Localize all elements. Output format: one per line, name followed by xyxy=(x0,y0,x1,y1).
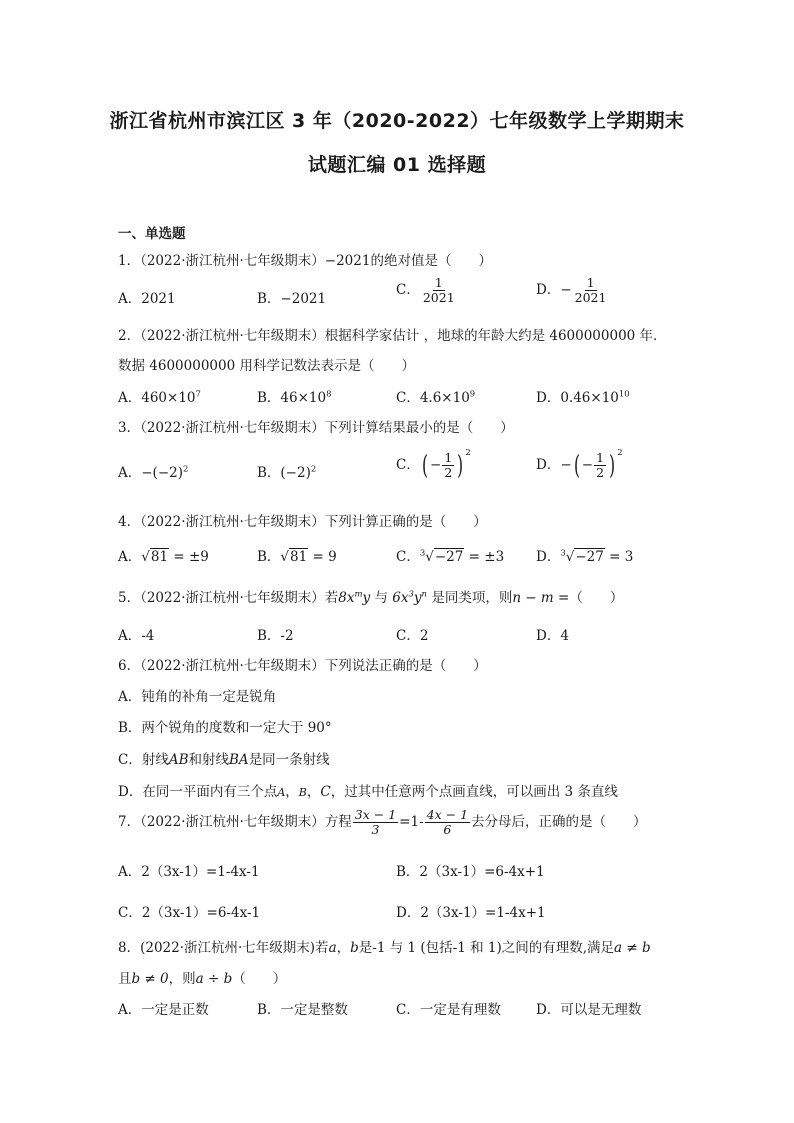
q1-option-d-label: D．− xyxy=(536,281,572,298)
q3-option-c-num: 1 xyxy=(444,450,453,466)
q3-option-c xyxy=(396,448,471,481)
q2-option-c xyxy=(396,386,475,406)
q4-option-d-rest: = 3 xyxy=(604,549,634,565)
q3-option-c-fraction xyxy=(442,451,454,480)
q1-option-c-den: 2021 xyxy=(422,289,455,305)
q5-term1 xyxy=(338,590,370,606)
q3-option-c-rparen: ) xyxy=(457,450,464,481)
q1-option-d xyxy=(536,276,609,305)
q8-condition-2: b ≠ 0 xyxy=(131,971,169,987)
q4-option-d-index: 3 xyxy=(560,548,566,559)
q6-option-c-mid: 和射线 xyxy=(188,752,230,768)
q7-fraction-1 xyxy=(353,808,398,837)
q8-stem-pre: 8．(2022·浙江杭州·七年级期末)若 xyxy=(118,940,329,956)
q4-option-b-radicand: 81 xyxy=(290,549,308,565)
q4-option-a-radicand: 81 xyxy=(150,549,169,565)
q8-stem-line2 xyxy=(118,967,286,987)
q1-option-d-num: 1 xyxy=(586,275,595,290)
q3-option-d-den: 2 xyxy=(596,465,605,480)
q3-option-d-rparen: ) xyxy=(609,450,616,481)
q8-stem-post: 是-1 与 1 (包括-1 和 1)之间的有理数,满足 xyxy=(358,940,615,956)
q6-option-d-point-a: A xyxy=(277,786,286,799)
q4-option-c: C．$^3$√−27 = ±3 xyxy=(396,548,505,565)
q2-option-d-exp: 10 xyxy=(618,389,630,400)
q3-option-c-lparen: ( xyxy=(421,450,428,481)
q5-stem xyxy=(118,586,623,606)
q1-option-d-fraction xyxy=(573,276,609,305)
q8-stem2-mid: ，则 xyxy=(168,971,196,987)
q6-option-d: D．在同一平面内有三个点A，B，C，过其中任意两个点画直线，可以画出 3 条直线 xyxy=(118,784,618,800)
q3-option-d-exp: 2 xyxy=(617,448,623,458)
q4-option-b: B．√81 = 9 xyxy=(257,549,337,565)
q8-var-b: b xyxy=(350,940,359,956)
q3-option-c-exp: 2 xyxy=(465,448,471,458)
q2-option-b-exp: 8 xyxy=(326,389,332,400)
q4-option-b-label: B． xyxy=(257,549,281,565)
q3-option-c-label: C． xyxy=(396,457,420,473)
q7-stem-pre: 7．（2022·浙江杭州·七年级期末）方程 xyxy=(118,813,352,830)
q5-term1-base: 8x xyxy=(338,590,355,606)
q3-option-d-fraction xyxy=(594,451,606,480)
q3-option-b-base: B．(−2) xyxy=(257,465,311,481)
q5-option-b: B．-2 xyxy=(257,628,294,644)
q8-option-d: D．可以是无理数 xyxy=(536,1002,642,1018)
q4-option-d: D．$^3$√−27 = 3 xyxy=(536,548,634,565)
q5-stem-tail: =（ ） xyxy=(553,590,624,606)
q7-fraction-2-den: 6 xyxy=(443,821,452,837)
q4-option-c-radicand: −27 xyxy=(434,549,464,565)
q3-option-d-label: D．− xyxy=(536,457,572,473)
q6-option-c-ray-ba: BA xyxy=(229,752,249,768)
q5-option-c: C．2 xyxy=(396,628,429,644)
q6-option-b: B．两个锐角的度数和一定大于 90° xyxy=(118,720,332,736)
q7-option-d: D．2（3x-1）=1-4x+1 xyxy=(396,905,546,921)
q5-stem-post: 是同类项，则 xyxy=(427,590,513,606)
q2-stem-line2: 数据 4600000000 用科学记数法表示是（ ） xyxy=(118,358,415,374)
q4-stem: 4．（2022·浙江杭州·七年级期末）下列计算正确的是（ ） xyxy=(118,514,487,530)
q6-option-c-pre: C．射线 xyxy=(118,752,169,768)
q4-option-d-radicand: −27 xyxy=(575,549,604,565)
q7-fraction-1-den: 3 xyxy=(371,821,380,837)
q5-term2-exp2: n xyxy=(421,589,428,600)
q4-option-c-rest: = ±3 xyxy=(464,549,505,565)
q8-stem2-pre: 且 xyxy=(118,971,132,987)
q2-option-b xyxy=(257,386,332,406)
q1-option-d-den: 2021 xyxy=(574,289,607,305)
q2-option-b-base: B．46×10 xyxy=(257,390,327,406)
q6-option-d-pre: D．在同一平面内有三个点 xyxy=(118,784,278,800)
q3-option-c-sign: − xyxy=(430,457,442,473)
q2-option-c-base: C．4.6×10 xyxy=(396,390,470,406)
q5-option-d: D．4 xyxy=(536,628,569,644)
q5-stem-mid: 与 xyxy=(370,590,393,606)
q2-option-c-exp: 9 xyxy=(469,389,476,400)
q3-option-b xyxy=(257,461,316,481)
doc-title-line2: 试题汇编 01 选择题 xyxy=(307,154,487,176)
q5-stem-pre: 5．（2022·浙江杭州·七年级期末）若 xyxy=(118,590,339,606)
q8-expr: a ÷ b xyxy=(195,971,233,987)
q6-stem: 6．（2022·浙江杭州·七年级期末）下列说法正确的是（ ） xyxy=(118,658,487,674)
q5-term2 xyxy=(392,590,427,606)
q5-expr: n − m xyxy=(512,590,554,606)
q7-eq: =1- xyxy=(399,813,424,830)
q4-option-c-index: 3 xyxy=(419,548,426,559)
q1-option-a: A．2021 xyxy=(118,291,176,307)
q1-option-c-label: C． xyxy=(396,281,420,298)
q7-fraction-2 xyxy=(425,808,470,837)
q2-option-a-exp: 7 xyxy=(195,389,201,400)
q6-option-c xyxy=(118,748,330,768)
q2-option-d-base: D．0.46×10 xyxy=(536,390,619,406)
q1-option-c-num: 1 xyxy=(434,275,443,290)
q4-option-a: A．√81 = ±9 xyxy=(118,549,209,565)
q8-option-b: B．一定是整数 xyxy=(257,1002,348,1018)
q5-term1-end: y xyxy=(362,590,371,606)
q6-option-d-point-c: C xyxy=(320,784,331,800)
q5-term1-exp: m xyxy=(354,589,363,600)
q6-option-c-ray-ab: AB xyxy=(168,752,189,768)
q3-option-d xyxy=(536,448,623,481)
q3-option-a-exp: 2 xyxy=(183,464,189,475)
q5-term2-mid: y xyxy=(413,590,422,606)
q1-option-c xyxy=(396,276,458,305)
q7-stem-post: 去分母后，正确的是（ ） xyxy=(471,813,647,830)
q3-option-d-num: 1 xyxy=(596,450,605,466)
q8-condition: a ≠ b xyxy=(614,940,651,956)
q7-fraction-1-num: 3x − 1 xyxy=(354,807,397,822)
q1-option-b: B．−2021 xyxy=(257,291,327,307)
q7-stem xyxy=(118,808,647,837)
q4-option-a-label: A． xyxy=(118,549,142,565)
q3-option-a xyxy=(118,461,188,481)
q2-stem-line1: 2．（2022·浙江杭州·七年级期末）根据科学家估计 ，地球的年龄大约是 4600000000 年． xyxy=(118,328,667,344)
q5-term2-exp: 3 xyxy=(408,589,414,600)
q4-option-b-rest: = 9 xyxy=(308,549,337,565)
q8-var-a: a xyxy=(328,940,337,956)
q3-option-a-base: A．−(−2) xyxy=(118,465,183,481)
q6-option-a: A．钝角的补角一定是锐角 xyxy=(118,689,277,705)
doc-title-line1: 浙江省杭州市滨江区 3 年（2020-2022）七年级数学上学期期末 xyxy=(109,110,685,132)
q8-option-c: C．一定是有理数 xyxy=(396,1002,501,1018)
q2-option-d xyxy=(536,386,630,406)
q6-option-d-point-b: B xyxy=(298,786,307,799)
q3-option-d-lparen: ( xyxy=(573,450,580,481)
q7-fraction-2-num: 4x − 1 xyxy=(426,807,469,822)
q8-option-a: A．一定是正数 xyxy=(118,1002,209,1018)
q6-option-d-post: ，过其中任意两个点画直线，可以画出 3 条直线 xyxy=(330,784,618,800)
q4-option-c-label: C． xyxy=(396,549,420,565)
q3-option-d-sign: − xyxy=(581,457,594,473)
q7-option-b: B．2（3x-1）=6-4x+1 xyxy=(396,864,545,880)
section-heading: 一、单选题 xyxy=(118,226,186,242)
q3-stem: 3．（2022·浙江杭州·七年级期末）下列计算结果最小的是（ ） xyxy=(118,420,514,436)
q5-term2-base: 6x xyxy=(392,590,409,606)
q2-option-a-base: A．460×10 xyxy=(118,390,196,406)
q5-option-a: A．-4 xyxy=(118,628,155,644)
q3-option-b-exp: 2 xyxy=(310,464,317,475)
q4-option-d-label: D． xyxy=(536,549,561,565)
q1-stem: 1．（2022·浙江杭州·七年级期末）−2021的绝对值是（ ） xyxy=(118,253,492,269)
q1-option-c-fraction xyxy=(421,276,457,305)
q8-sep: ， xyxy=(336,940,351,956)
q8-stem2-post: （ ） xyxy=(232,971,287,987)
q7-option-a: A．2（3x-1）=1-4x-1 xyxy=(118,864,260,880)
q2-option-a xyxy=(118,386,201,406)
q7-option-c: C．2（3x-1）=6-4x-1 xyxy=(118,905,261,921)
q8-stem-line1 xyxy=(118,936,651,956)
q6-option-c-post: 是同一条射线 xyxy=(248,752,330,768)
q4-option-a-rest: = ±9 xyxy=(169,549,209,565)
q3-option-c-den: 2 xyxy=(444,465,453,480)
